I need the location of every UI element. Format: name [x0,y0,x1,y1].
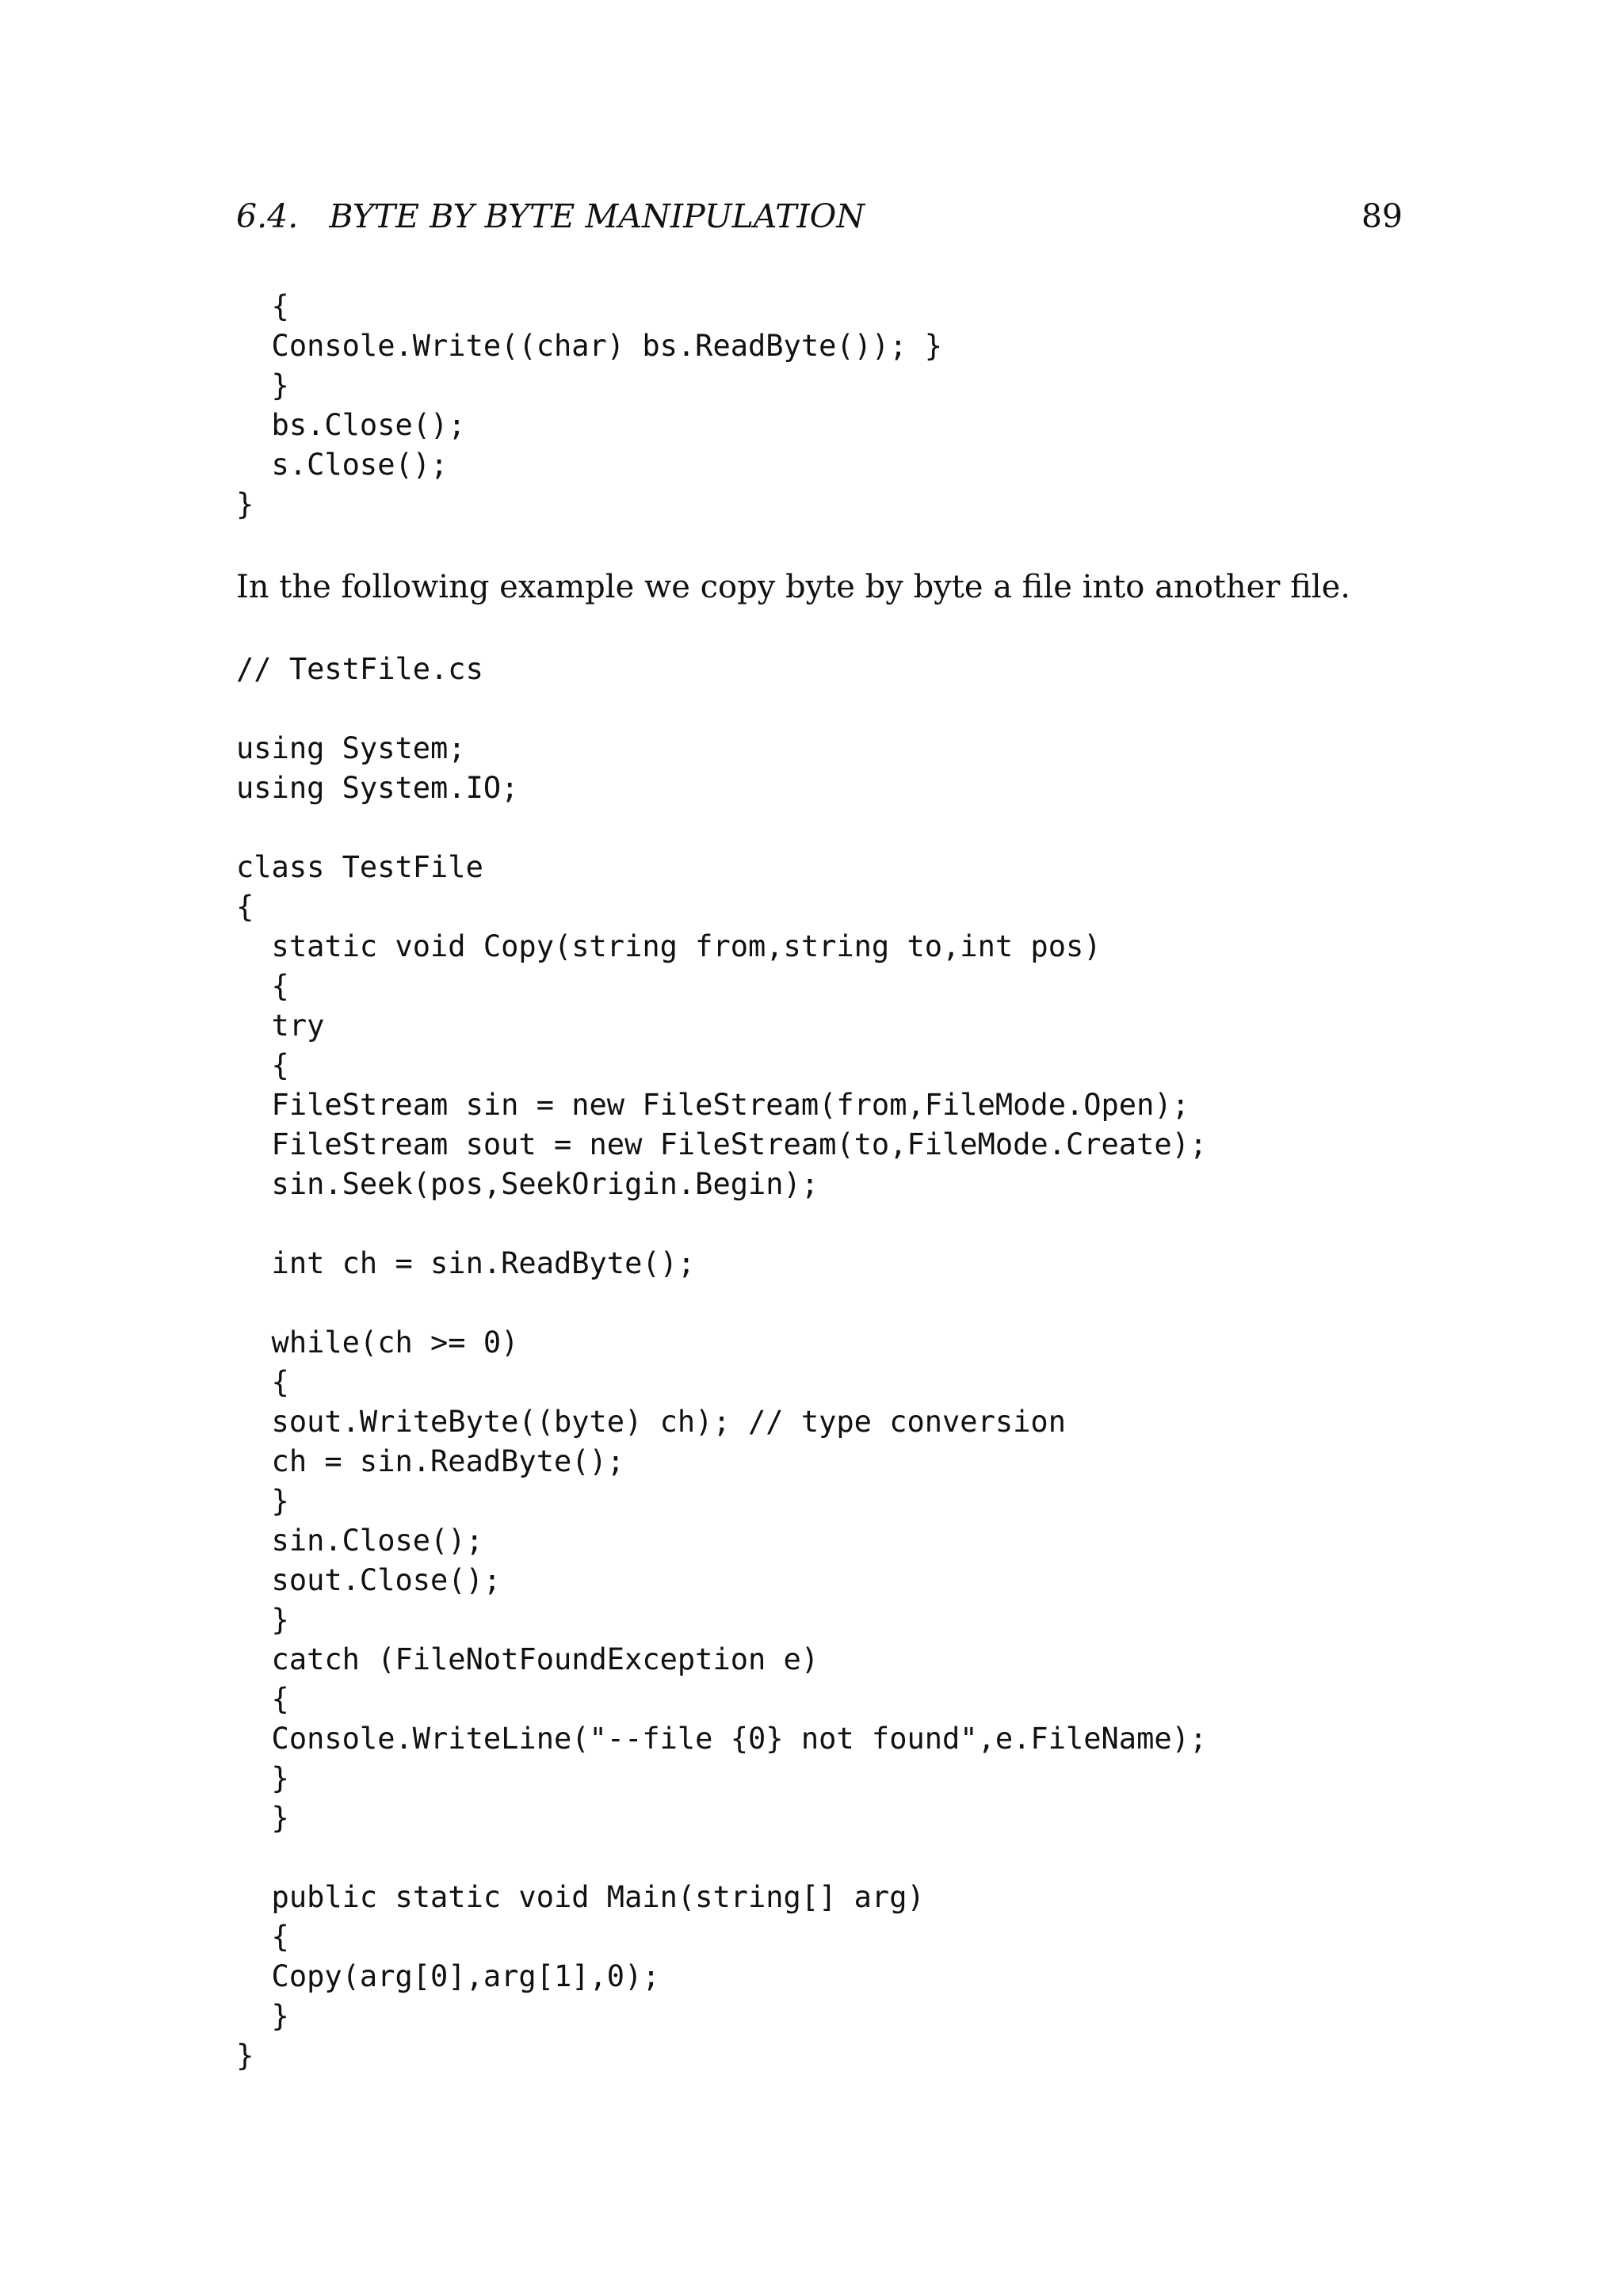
code-line: sin.Close(); [236,1524,483,1558]
code-line: sout.Close(); [236,1563,502,1597]
code-line: { [236,1365,289,1399]
code-line: } [236,1761,289,1795]
code-line: } [236,1999,289,2033]
code-line: // TestFile.cs [236,652,483,686]
code-listing-top [236,287,942,524]
code-line: Console.WriteLine("--file {0} not found",e.FileName); [236,1722,1208,1756]
code-line: try [236,1009,325,1043]
code-line: while(ch >= 0) [236,1325,519,1360]
code-line: } [236,1484,289,1518]
code-line [236,1204,1207,1244]
code-line [236,808,1207,848]
code-line: int ch = sin.ReadByte(); [236,1246,696,1280]
code-line: catch (FileNotFoundException e) [236,1642,819,1676]
code-line: class TestFile [236,850,483,884]
code-line: { [236,1048,289,1082]
code-line: using System.IO; [236,771,519,805]
code-line: } [236,2039,254,2073]
code-line: Console.Write((char) bs.ReadByte()); } [236,329,943,363]
code-line: bs.Close(); [236,408,466,442]
code-line: { [236,969,289,1003]
code-line: } [236,1801,289,1835]
code-line: FileStream sout = new FileStream(to,FileMode.Create); [236,1127,1208,1161]
code-line: sout.WriteByte((byte) ch); // type conversion [236,1405,1066,1439]
code-line: s.Close(); [236,448,449,482]
code-line: } [236,1603,289,1637]
code-line: public static void Main(string[] arg) [236,1880,925,1914]
body-paragraph: In the following example we copy byte by byte a file into another file. [236,569,1350,605]
section-number: 6.4. [236,197,299,235]
code-line: sin.Seek(pos,SeekOrigin.Begin); [236,1167,819,1201]
code-line: using System; [236,731,466,765]
code-line: FileStream sin = new FileStream(from,FileMode.Open); [236,1088,1190,1122]
code-line: } [236,368,289,402]
code-line: } [236,487,254,521]
code-line [236,1838,1207,1878]
code-line: ch = sin.ReadByte(); [236,1444,625,1478]
code-line: { [236,1920,289,1954]
code-line [236,1283,1207,1323]
section-heading [236,193,865,240]
page-number: 89 [1361,197,1403,235]
section-title: BYTE BY BYTE MANIPULATION [329,197,865,235]
code-line: Copy(arg[0],arg[1],0); [236,1959,660,1993]
code-listing-testfile [236,650,1207,2076]
code-line: { [236,289,289,323]
code-line: { [236,890,254,924]
code-line [236,689,1207,729]
running-header [236,193,1403,240]
code-line: { [236,1682,289,1716]
code-line: static void Copy(string from,string to,int pos) [236,929,1102,963]
